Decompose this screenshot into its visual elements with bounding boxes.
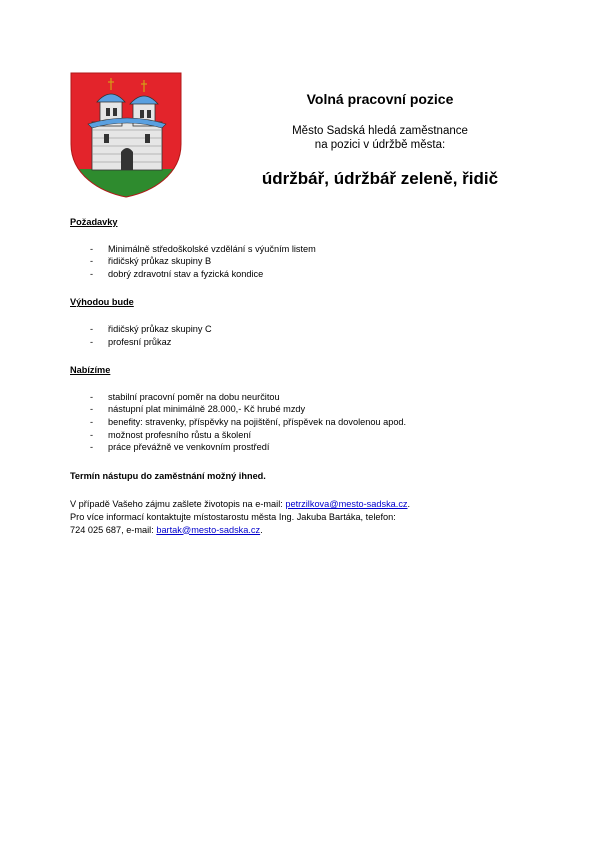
- list-item: - možnost profesního růstu a školení: [70, 429, 530, 442]
- job-details: [70, 216, 530, 536]
- subtitle-line-1: Město Sadská hledá zaměstnance: [292, 125, 468, 137]
- contact-text-3: 724 025 687, e-mail:: [70, 524, 157, 535]
- list-item: - nástupní plat minimálně 28.000,- Kč hrubé mzdy: [70, 403, 530, 416]
- list-item: - práce převážně ve venkovním prostředí: [70, 441, 530, 454]
- contact-text-1: V případě Vašeho zájmu zašlete životopis na e-mail:: [70, 499, 286, 510]
- list-item: - Minimálně středoškolské vzdělání s výučním listem: [70, 243, 530, 256]
- list-item: - stabilní pracovní poměr na dobu neurčitou: [70, 391, 530, 404]
- position-title: údržbář, údržbář zeleně, řidič: [261, 169, 499, 188]
- subtitle-line-2: na pozici v údržbě města:: [314, 139, 446, 151]
- list-item: - benefity: stravenky, příspěvky na pojištění, příspěvek na dovolenou apod.: [70, 416, 530, 429]
- shield-green-field: [70, 169, 182, 198]
- list-item: - profesní průkaz: [70, 336, 530, 349]
- contact-info: [70, 498, 530, 536]
- requirements-list: [70, 243, 530, 281]
- requirements-heading: Požadavky: [70, 217, 118, 227]
- contact-end-3: .: [260, 524, 263, 535]
- contact-line-3: [70, 524, 530, 537]
- email-link-1[interactable]: petrzilkova@mesto-sadska.cz: [285, 499, 408, 510]
- contact-end-1: .: [407, 499, 411, 510]
- page-title: Volná pracovní pozice: [306, 91, 454, 107]
- list-item: - řidičský průkaz skupiny B: [70, 255, 530, 268]
- advantage-heading: Výhodou bude: [70, 297, 134, 308]
- advantage-list: [70, 323, 530, 348]
- list-item: - dobrý zdravotní stav a fyzická kondice: [70, 268, 530, 281]
- subtitle: [230, 124, 530, 152]
- contact-line-1: [70, 498, 530, 511]
- offer-heading: Nabízíme: [70, 365, 111, 376]
- email-link-2[interactable]: bartak@mesto-sadska.cz: [156, 524, 261, 535]
- offer-list: [70, 391, 530, 454]
- contact-line-2: Pro více informací kontaktujte místostarostu města Ing. Jakuba Bartáka, telefon:: [70, 511, 396, 522]
- start-note: Termín nástupu do zaměstnání možný ihned.: [70, 470, 266, 481]
- list-item: - řidičský průkaz skupiny C: [70, 323, 530, 336]
- coat-of-arms-logo: [70, 72, 182, 198]
